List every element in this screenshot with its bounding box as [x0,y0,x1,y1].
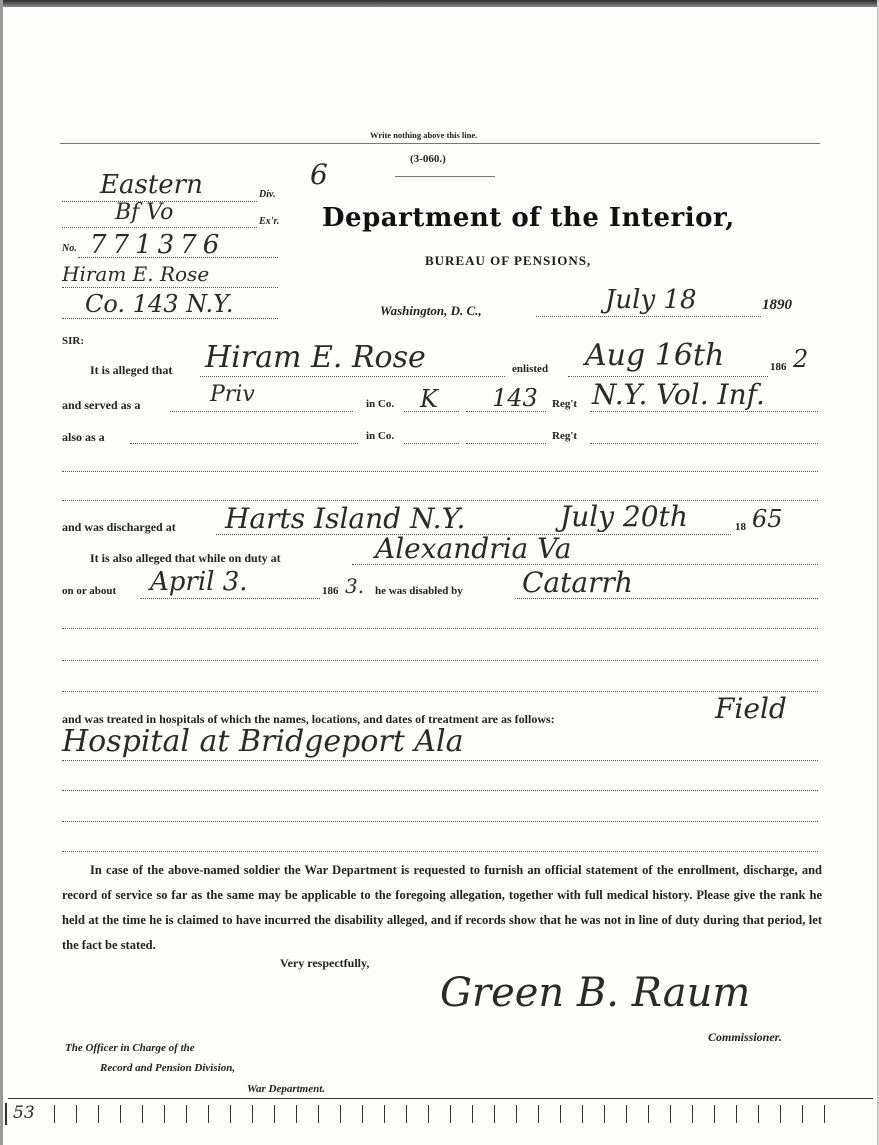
also-rank-line [130,443,358,444]
also-regiment-line [590,443,818,444]
unit-value: Co. 143 N.Y. [85,290,234,318]
regt-label: Reg't [552,398,578,410]
scan-top-edge [0,0,879,7]
bottom-stamp: 53 [13,1103,35,1123]
disability-date: April 3. [150,567,248,597]
duty-label: It is also alleged that while on duty at [90,551,281,565]
also-regiment-number-line [466,443,546,444]
blank-line-5 [62,691,818,692]
treatment-line-1: Field [715,692,787,725]
rank-value: Priv [210,382,255,407]
treatment-label: and was treated in hospitals of which the names, locations, and dates of treatment are as follows: [62,712,555,726]
duty-place: Alexandria Va [375,532,572,565]
commissioner-signature: Green B. Raum [440,970,751,1016]
commissioner-title: Commissioner. [708,1030,782,1044]
enlisted-year-prefix: 186 [770,361,787,373]
header-rule [60,143,820,144]
examiner-line [62,227,257,228]
number-label: No. [62,243,77,254]
place-label: Washington, D. C., [380,303,482,318]
treatment-underline [62,760,818,761]
enlisted-year-suffix: 2 [793,345,809,373]
blank-line-7 [62,821,818,822]
claimant-name: Hiram E. Rose [62,262,210,286]
discharged-label: and was discharged at [62,520,176,534]
addressee-line-3: War Department. [247,1083,326,1095]
date-line [536,316,761,317]
salutation: SIR: [62,335,85,347]
discharge-year-prefix: 18 [735,521,746,533]
bottom-tick-strip [36,1105,856,1125]
treatment-line-2: Hospital at Bridgeport Ala [62,724,464,759]
name-line [62,287,278,288]
letter-date: July 18 [605,285,697,315]
division-label: Div. [259,189,276,200]
enlisted-date: Aug 16th [585,338,725,373]
examiner-value: Bf Vo [115,200,174,225]
number-line [78,257,278,258]
bureau-name: BUREAU OF PENSIONS, [425,253,592,268]
bottom-stamp-box [5,1103,35,1125]
soldier-line [200,376,505,377]
blank-line-8 [62,851,818,852]
disability-year-suffix: 3. [345,574,365,598]
discharge-date: July 20th [560,500,688,533]
alleged-label: It is alleged that [90,363,173,377]
department-title: Department of the Interior, [322,203,735,233]
page-mark: 6 [310,158,328,191]
addressee-line-1: The Officer in Charge of the [65,1042,195,1054]
division-value: Eastern [100,170,203,200]
unit-line [62,318,278,319]
closing-phrase: Very respectfully, [280,956,370,970]
bottom-strip-rule [8,1098,873,1099]
also-company-line [404,443,459,444]
company-value: K [420,385,438,413]
disability-cause-line [515,598,818,599]
scan-left-edge [0,0,3,1145]
also-label: also as a [62,430,105,444]
claim-number: 771376 [90,230,226,260]
regiment-number: 143 [492,384,538,412]
disability-date-line [140,598,320,599]
letter-year: 1890 [762,297,792,313]
disability-year-prefix: 186 [322,585,339,597]
duty-place-line [352,564,818,565]
disabled-by-label: he was disabled by [375,585,463,597]
soldier-name: Hiram E. Rose [205,340,426,375]
enlisted-line [568,376,768,377]
form-number: (3-060.) [410,153,446,165]
about-label: on or about [62,585,117,597]
discharge-place: Harts Island N.Y. [225,502,466,535]
discharge-year-suffix: 65 [752,505,783,533]
in-co-label: in Co. [366,398,395,410]
blank-line-6 [62,790,818,791]
disability-cause: Catarrh [522,566,633,599]
request-paragraph: In case of the above-named soldier the War Department is requested to furnish an official statement of the enrollment, discharge, and record of service so far as the same may be applicable to the foregoing allegation, together with full medical history. Please give the rank he held at the time he is claimed to have incurred the disability alleged, and if records show that he was not in line of duty during that period, let the fact be stated. [62,863,822,952]
blank-line-2 [62,500,818,501]
addressee-line-2: Record and Pension Division, [100,1062,236,1074]
enlisted-label: enlisted [512,363,549,375]
write-nothing-notice: Write nothing above this line. [370,130,478,140]
served-label: and served as a [62,398,141,412]
blank-line-1 [62,471,818,472]
form-number-rule [395,176,495,177]
regiment-name: N.Y. Vol. Inf. [592,378,765,411]
regiment-line [590,411,818,412]
also-regt-label: Reg't [552,430,578,442]
rank-line [170,411,353,412]
blank-line-4 [62,660,818,661]
examiner-label: Ex'r. [259,216,280,227]
blank-line-3 [62,628,818,629]
also-in-co-label: in Co. [366,430,395,442]
